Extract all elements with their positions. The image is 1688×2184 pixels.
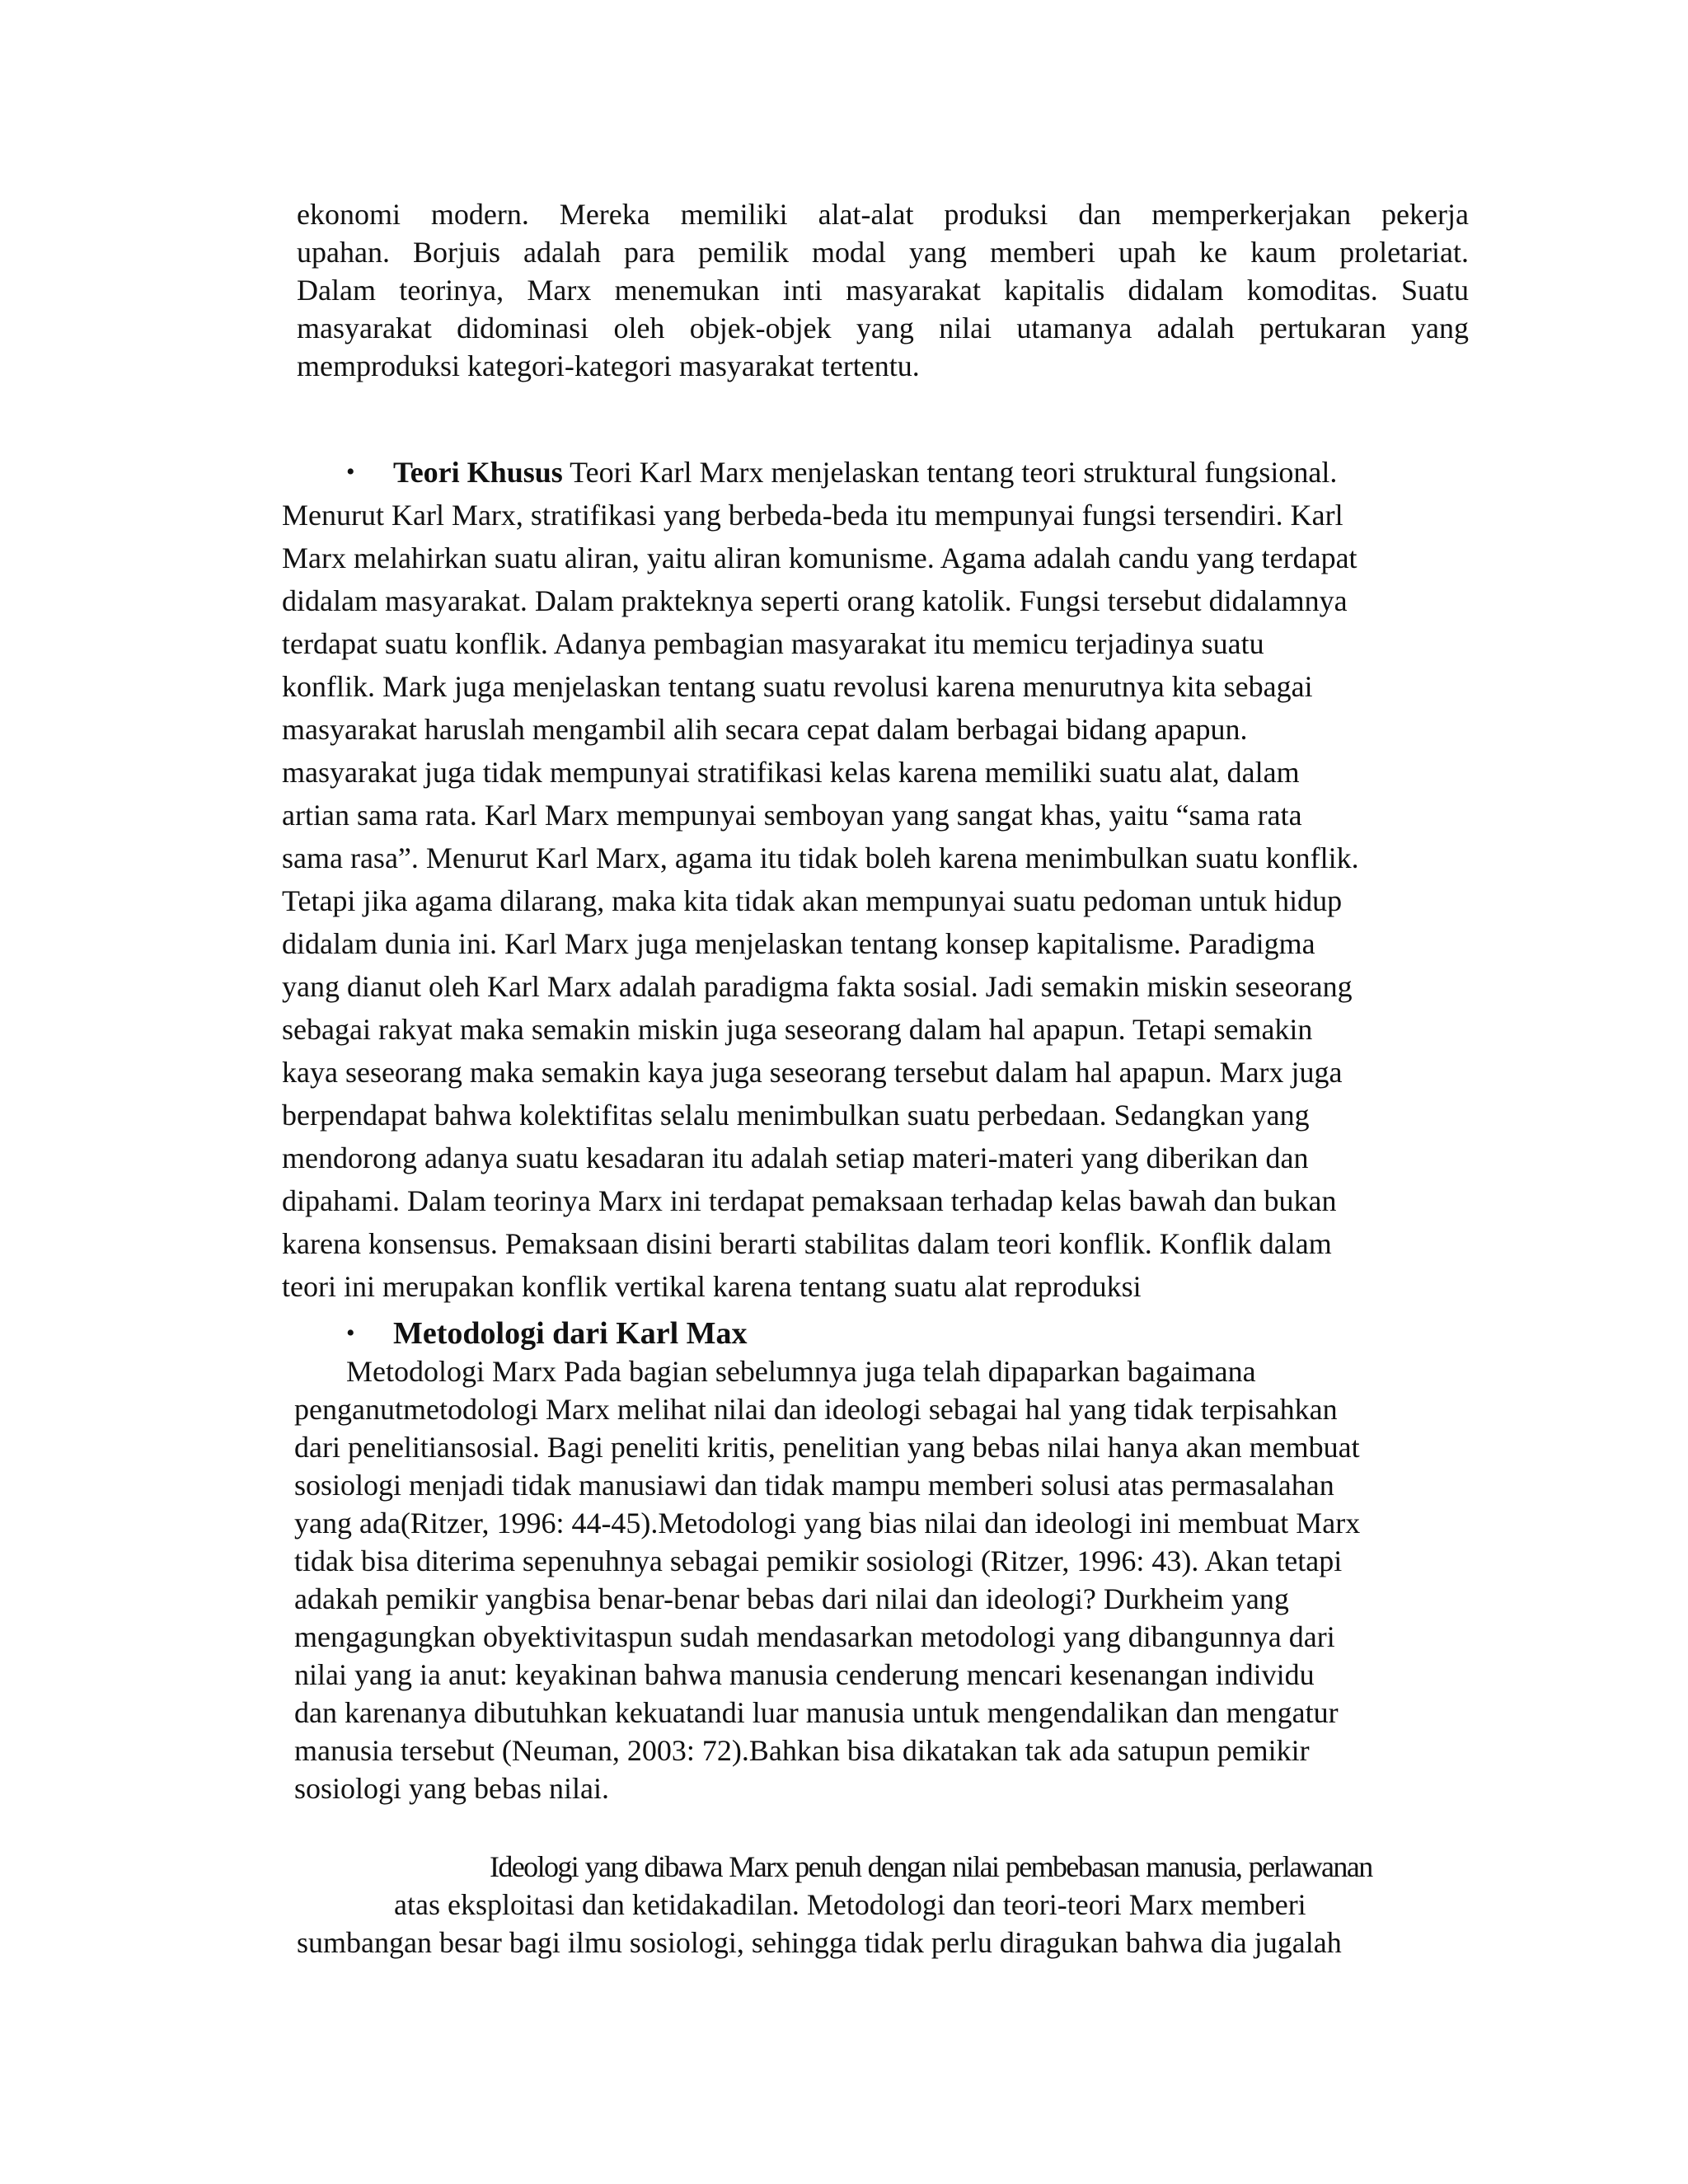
ideologi-line-1: Ideologi yang dibawa Marx penuh dengan nilai pembebasan manusia, perlawanan xyxy=(490,1850,1372,1883)
metodologi-line-12: sosiologi yang bebas nilai. xyxy=(294,1772,609,1805)
metodologi-line-4: sosiologi menjadi tidak manusiawi dan tidak mampu memberi solusi atas permasalahan xyxy=(294,1469,1334,1502)
bullet-metodologi: • xyxy=(346,1319,355,1347)
ideologi-line-2: atas eksploitasi dan ketidakadilan. Metodologi dan teori-teori Marx memberi xyxy=(394,1888,1306,1921)
ideologi-line-3: sumbangan besar bagi ilmu sosiologi, sehingga tidak perlu diragukan bahwa dia jugalah xyxy=(297,1926,1342,1959)
teori-khusus-line-14: kaya seseorang maka semakin kaya juga seseorang tersebut dalam hal apapun. Marx juga xyxy=(282,1056,1343,1089)
metodologi-line-5: yang ada(Ritzer, 1996: 44-45).Metodologi yang bias nilai dan ideologi ini membuat Marx xyxy=(294,1507,1361,1540)
teori-khusus-line-2: Marx melahirkan suatu aliran, yaitu aliran komunisme. Agama adalah candu yang terdapat xyxy=(282,541,1357,574)
teori-khusus-line-17: dipahami. Dalam teorinya Marx ini terdapat pemaksaan terhadap kelas bawah dan bukan xyxy=(282,1184,1337,1217)
metodologi-line-8: mengagungkan obyektivitaspun sudah mendasarkan metodologi yang dibangunnya dari xyxy=(294,1620,1335,1653)
metodologi-line-11: manusia tersebut (Neuman, 2003: 72).Bahkan bisa dikatakan tak ada satupun pemikir xyxy=(294,1734,1310,1767)
teori-khusus-line-1: Menurut Karl Marx, stratifikasi yang berbeda-beda itu mempunyai fungsi tersendiri. Karl xyxy=(282,499,1343,532)
teori-khusus-line-9: sama rasa”. Menurut Karl Marx, agama itu tidak boleh karena menimbulkan suatu konflik. xyxy=(282,841,1359,874)
metodologi-line-9: nilai yang ia anut: keyakinan bahwa manusia cenderung mencari kesenangan individu xyxy=(294,1658,1315,1691)
teori-khusus-line-5: konflik. Mark juga menjelaskan tentang suatu revolusi karena menurutnya kita sebagai xyxy=(282,670,1313,703)
teori-khusus-line-6: masyarakat haruslah mengambil alih secara cepat dalam berbagai bidang apapun. xyxy=(282,713,1248,746)
teori-khusus-line-11: didalam dunia ini. Karl Marx juga menjelaskan tentang konsep kapitalisme. Paradigma xyxy=(282,927,1315,960)
paragraph1-line-5: memproduksi kategori-kategori masyarakat tertentu. xyxy=(297,349,920,382)
teori-khusus-line-7: masyarakat juga tidak mempunyai stratifikasi kelas karena memiliki suatu alat, dalam xyxy=(282,756,1300,789)
teori-khusus-line-8: artian sama rata. Karl Marx mempunyai semboyan yang sangat khas, yaitu “sama rata xyxy=(282,799,1302,832)
teori-khusus-line-3: didalam masyarakat. Dalam prakteknya seperti orang katolik. Fungsi tersebut didalamnya xyxy=(282,584,1348,617)
paragraph1-line-3: Dalam teorinya, Marx menemukan inti masyarakat kapitalis didalam komoditas. Suatu xyxy=(297,274,1469,307)
metodologi-line-2: penganutmetodologi Marx melihat nilai dan ideologi sebagai hal yang tidak terpisahkan xyxy=(294,1393,1338,1426)
teori-khusus-line-13: sebagai rakyat maka semakin miskin juga seseorang dalam hal apapun. Tetapi semakin xyxy=(282,1013,1313,1046)
paragraph1-line-1: ekonomi modern. Mereka memiliki alat-alat produksi dan memperkerjakan pekerja xyxy=(297,198,1469,231)
teori-khusus-first-line-text: Teori Karl Marx menjelaskan tentang teori struktural fungsional. xyxy=(570,456,1338,489)
teori-khusus-line-12: yang dianut oleh Karl Marx adalah paradigma fakta sosial. Jadi semakin miskin seseorang xyxy=(282,970,1353,1003)
metodologi-line-10: dan karenanya dibutuhkan kekuatandi luar manusia untuk mengendalikan dan mengatur xyxy=(294,1696,1339,1729)
paragraph1-line-2: upahan. Borjuis adalah para pemilik modal yang memberi upah ke kaum proletariat. xyxy=(297,236,1469,269)
teori-khusus-line-10: Tetapi jika agama dilarang, maka kita tidak akan mempunyai suatu pedoman untuk hidup xyxy=(282,884,1343,917)
teori-khusus-line-19: teori ini merupakan konflik vertikal karena tentang suatu alat reproduksi xyxy=(282,1270,1142,1303)
paragraph1-line-4: masyarakat didominasi oleh objek-objek yang nilai utamanya adalah pertukaran yang xyxy=(297,312,1469,344)
metodologi-line-7: adakah pemikir yangbisa benar-benar bebas dari nilai dan ideologi? Durkheim yang xyxy=(294,1582,1289,1615)
teori-khusus-line-15: berpendapat bahwa kolektifitas selalu menimbulkan suatu perbedaan. Sedangkan yang xyxy=(282,1099,1310,1132)
bullet-teori-khusus: • xyxy=(346,458,355,485)
teori-khusus-line-16: mendorong adanya suatu kesadaran itu adalah setiap materi-materi yang diberikan dan xyxy=(282,1141,1309,1174)
teori-khusus-line-4: terdapat suatu konflik. Adanya pembagian masyarakat itu memicu terjadinya suatu xyxy=(282,627,1264,660)
metodologi-line-3: dari penelitiansosial. Bagi peneliti kritis, penelitian yang bebas nilai hanya akan membuat xyxy=(294,1431,1360,1464)
metodologi-line-6: tidak bisa diterima sepenuhnya sebagai pemikir sosiologi (Ritzer, 1996: 43). Akan tetapi xyxy=(294,1544,1343,1577)
teori-khusus-line-18: karena konsensus. Pemaksaan disini berarti stabilitas dalam teori konflik. Konflik dalam xyxy=(282,1227,1332,1260)
teori-khusus-first-line xyxy=(393,453,1337,491)
metodologi-line-1: Metodologi Marx Pada bagian sebelumnya juga telah dipaparkan bagaimana xyxy=(346,1355,1256,1388)
metodologi-heading: Metodologi dari Karl Max xyxy=(393,1316,748,1351)
teori-khusus-label: Teori Khusus xyxy=(393,456,563,489)
